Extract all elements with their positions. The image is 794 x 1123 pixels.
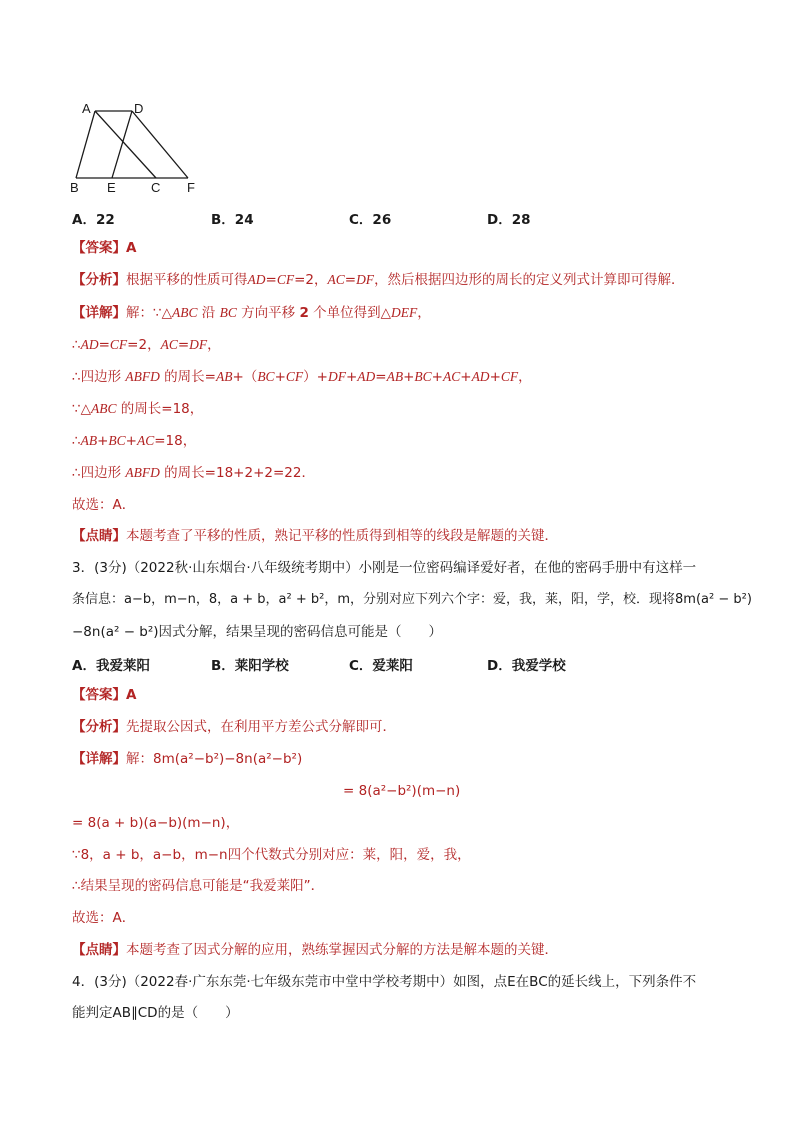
q3-step-1: = 8(a²−b²)(m−n) xyxy=(343,783,461,799)
q2-detail: 【详解】解：∵△ABC 沿 BC 方向平移 2 个单位得到△DEF， xyxy=(72,305,431,321)
label-a: A xyxy=(82,101,91,116)
segment-de xyxy=(112,111,132,178)
q2-comment: 【点睛】本题考查了平移的性质，熟记平移的性质得到相等的线段是解题的关键． xyxy=(72,528,558,544)
q3-detail: 【详解】解：8m(a²−b²)−8n(a²−b²) xyxy=(72,751,303,767)
q3-answer: 【答案】A xyxy=(72,687,137,703)
q3-correspondence: ∵8，a + b，a−b，m−n四个代数式分别对应：莱，阳，爱，我， xyxy=(72,847,471,863)
q3-result: ∴结果呈现的密码信息可能是“我爱莱阳”． xyxy=(72,878,325,894)
q3-step-2: = 8(a + b)(a−b)(m−n)， xyxy=(72,815,240,831)
q3-choose: 故选：A． xyxy=(72,910,136,926)
q3-stem-line-1: 3．(3分)（2022秋·山东烟台·八年级统考期中）小刚是一位密码编译爱好者，在他的密码手册中有这样一 xyxy=(72,560,697,576)
segment-ac xyxy=(95,111,156,178)
q2-answer: 【答案】A xyxy=(72,240,137,256)
trapezoid-figure xyxy=(66,96,206,196)
q2-step-4: ∴AB+BC+AC=18， xyxy=(72,433,197,449)
q4-stem-line-2: 能判定AB∥CD的是（ ） xyxy=(72,1005,239,1021)
segment-ab xyxy=(76,111,95,178)
q2-step-5: ∴四边形 ABFD 的周长=18+2+2=22． xyxy=(72,465,315,481)
segment-df xyxy=(132,111,188,178)
q3-comment: 【点睛】本题考查了因式分解的应用，熟练掌握因式分解的方法是解本题的关键． xyxy=(72,942,558,958)
q2-option-a: A．22 xyxy=(72,212,115,228)
q2-step-1: ∴AD=CF=2，AC=DF， xyxy=(72,337,221,353)
q2-option-c: C．26 xyxy=(349,212,392,228)
q2-option-b: B．24 xyxy=(211,212,254,228)
q2-step-2: ∴四边形 ABFD 的周长=AB+（BC+CF）+DF+AD=AB+BC+AC+AD+CF， xyxy=(72,369,532,385)
q2-analysis: 【分析】根据平移的性质可得AD=CF=2，AC=DF，然后根据四边形的周长的定义列式计算即可得解． xyxy=(72,272,685,288)
q2-step-3: ∵△ABC 的周长=18， xyxy=(72,401,204,417)
q2-option-d: D．28 xyxy=(487,212,531,228)
label-d: D xyxy=(134,101,144,116)
label-c: C xyxy=(151,180,161,195)
label-b: B xyxy=(70,180,79,195)
q2-choose: 故选：A． xyxy=(72,497,136,513)
q3-option-a: A．我爱莱阳 xyxy=(72,658,150,674)
q3-option-c: C．爱莱阳 xyxy=(349,658,413,674)
q3-analysis: 【分析】先提取公因式，在利用平方差公式分解即可． xyxy=(72,719,396,735)
q3-stem-line-2: 条信息：a−b，m−n，8，a + b，a² + b²，m，分别对应下列六个字：爱，我，莱，阳，学，校．现将8m(a² − b²) xyxy=(72,592,752,607)
label-e: E xyxy=(107,180,116,195)
q4-stem-line-1: 4．(3分)（2022春·广东东莞·七年级东莞市中堂中学校考期中）如图，点E在BC的延长线上，下列条件不 xyxy=(72,974,697,990)
q3-option-d: D．我爱学校 xyxy=(487,658,566,674)
q3-stem-line-3: −8n(a² − b²)因式分解，结果呈现的密码信息可能是（ ） xyxy=(72,624,443,640)
label-f: F xyxy=(187,180,195,195)
q3-option-b: B．莱阳学校 xyxy=(211,658,289,674)
